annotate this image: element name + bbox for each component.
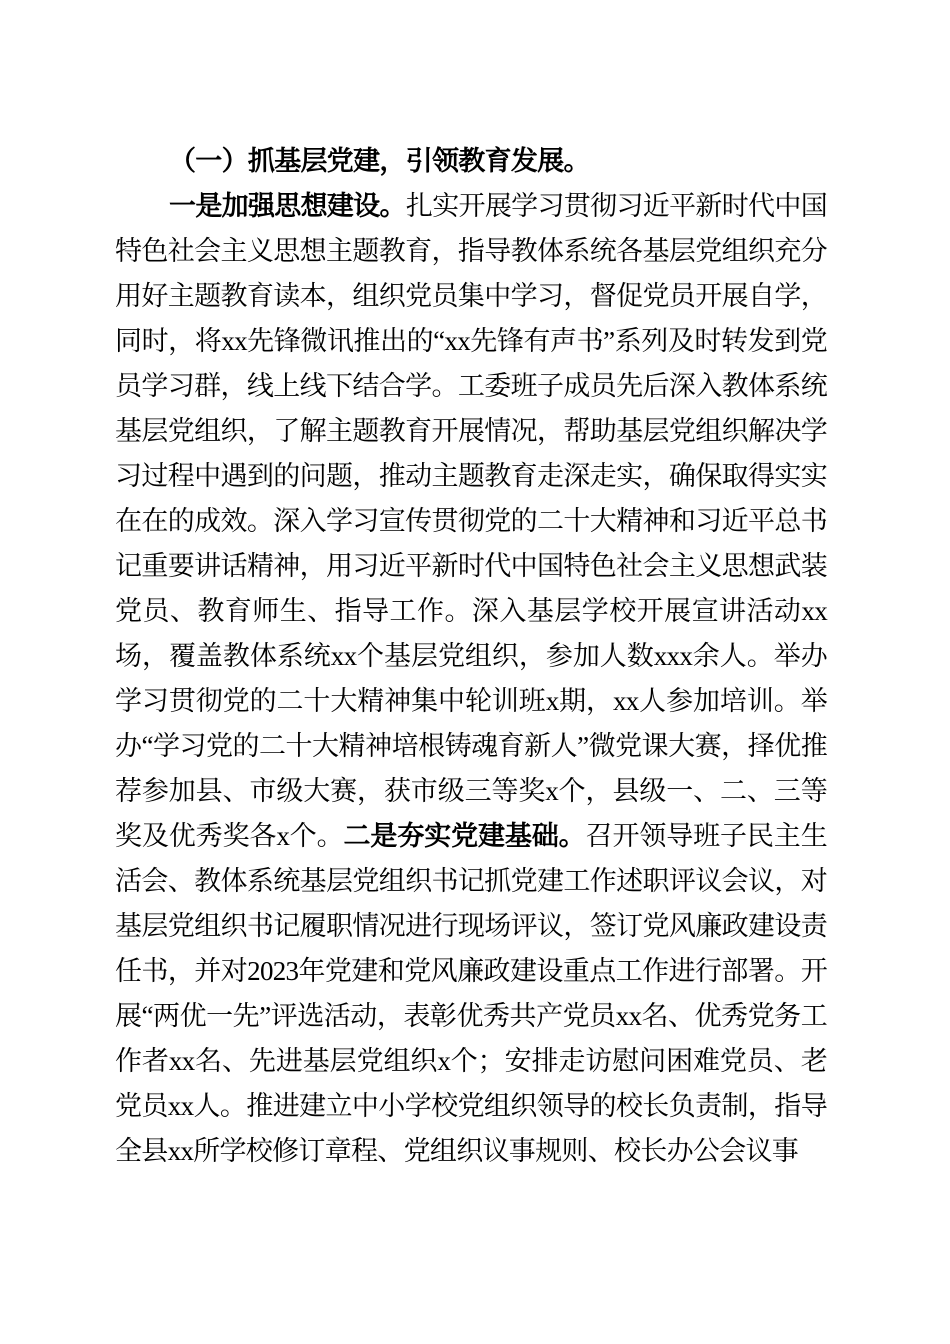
body-paragraph <box>115 184 827 1174</box>
lead-in-first: 一是加强思想建设。 <box>169 191 406 221</box>
body-text-second: 召开领导班子民主生活会、教体系统基层党组织书记抓党建工作述职评议会议，对基层党组织书记履职情况进行现场评议，签订党风廉政建设责任书，并对2023年党建和党风廉政建设重点工作进行部署。开展“两优一先”评选活动，表彰优秀共产党员xx名、优秀党务工作者xx名、先进基层党组织x个；安排走访慰问困难党员、老党员xx人。推进建立中小学校党组织领导的校长负责制，指导全县xx所学校修订章程、党组织议事规则、校长办公会议事 <box>115 821 827 1166</box>
body-text-first: 扎实开展学习贯彻习近平新时代中国特色社会主义思想主题教育，指导教体系统各基层党组织充分用好主题教育读本，组织党员集中学习，督促党员开展自学，同时，将xx先锋微讯推出的“xx先锋有声书”系列及时转发到党员学习群，线上线下结合学。工委班子成员先后深入教体系统基层党组织，了解主题教育开展情况，帮助基层党组织解决学习过程中遇到的问题，推动主题教育走深走实，确保取得实实在在的成效。深入学习宣传贯彻党的二十大精神和习近平总书记重要讲话精神，用习近平新时代中国特色社会主义思想武装党员、教育师生、指导工作。深入基层学校开展宣讲活动xx场，覆盖教体系统xx个基层党组织，参加人数xxx余人。举办学习贯彻党的二十大精神集中轮训班x期，xx人参加培训。举办“学习党的二十大精神培根铸魂育新人”微党课大赛，择优推荐参加县、市级大赛，获市级三等奖x个，县级一、二、三等奖及优秀奖各x个。 <box>115 191 827 851</box>
lead-in-second: 二是夯实党建基础。 <box>343 821 586 851</box>
section-heading: （一）抓基层党建，引领教育发展。 <box>169 146 590 176</box>
text-block <box>115 139 827 1174</box>
